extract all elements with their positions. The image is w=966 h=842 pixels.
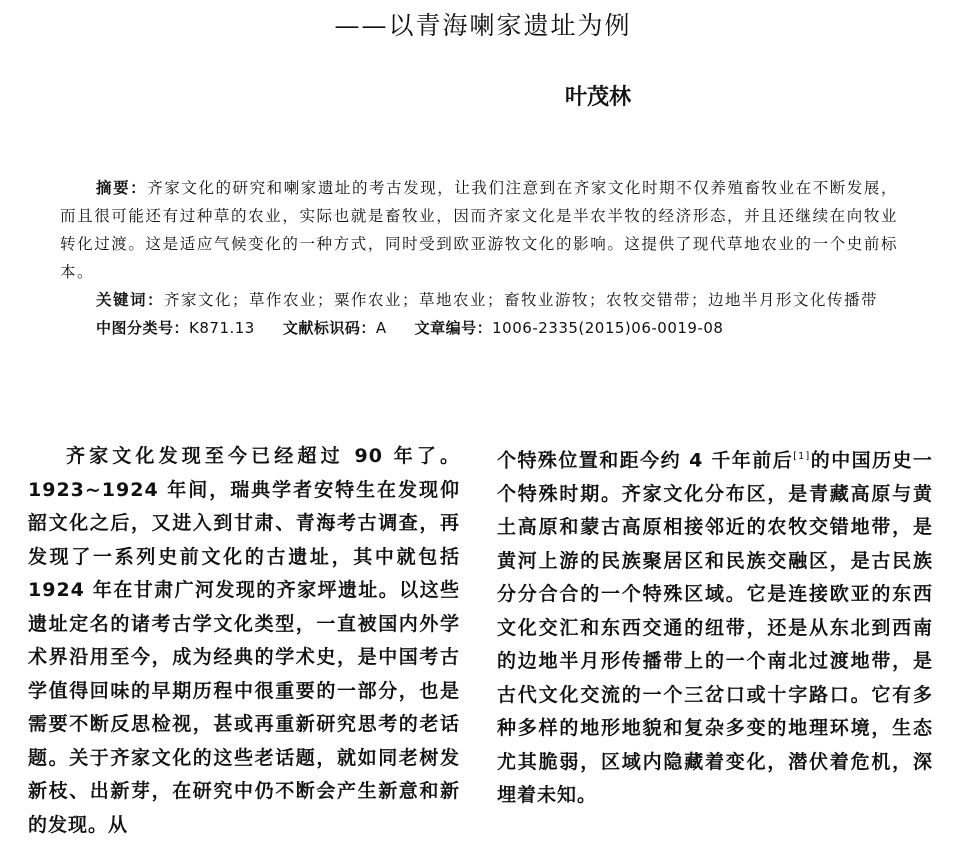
body-paragraph-right [497, 440, 933, 813]
abstract-text: 齐家文化的研究和喇家遗址的考古发现，让我们注意到在齐家文化时期不仅养殖畜牧业在不断发展，而且很可能还有过种草的农业，实际也就是畜牧业，因而齐家文化是半农半牧的经济形态，并且还继续在向牧业转化过渡。这是适应气候变化的一种方式，同时受到欧亚游牧文化的影响。这提供了现代草地农业的一个史前标本。 [60, 179, 898, 281]
body-text-after-ref: 的中国历史一个特殊时期。齐家文化分布区，是青藏高原与黄土高原和蒙古高原相接邻近的农牧交错地带，是黄河上游的民族聚居区和民族交融区，是古民族分分合合的一个特殊区域。它是连接欧亚的东西文化交汇和东西交通的纽带，还是从东北到西南的边地半月形传播带上的一个南北过渡地带，是古代文化交流的一个三岔口或十字路口。它有多种多样的地形地貌和复杂多变的地理环境，生态尤其脆弱，区域内隐藏着变化，潜伏着危机，深埋着未知。 [497, 449, 933, 807]
clc-label: 中图分类号： [96, 319, 190, 337]
keywords-label: 关键词： [96, 291, 165, 309]
body-text-before-ref: 个特殊位置和距今约 4 千年前后 [497, 449, 794, 472]
body-column-left [28, 440, 460, 842]
article-subtitle: ——以青海喇家遗址为例 [334, 11, 632, 40]
abstract-label: 摘要： [96, 179, 148, 197]
doc-code-label: 文献标识码： [282, 319, 376, 337]
body-column-right [497, 440, 933, 813]
article-number-label: 文章编号： [414, 319, 493, 337]
body-paragraph-left: 齐家文化发现至今已经超过 90 年了。1923~1924 年间，瑞典学者安特生在发现仰韶文化之后，又进入到甘肃、青海考古调查，再发现了一系列史前文化的古遗址，其中就包括 1924 年在甘肃广河发现的齐家坪遗址。以这些遗址定名的诸考古学文化类型，一直被国内外学术界沿用至今，成为经典的学术史，是中国考古学值得回味的早期历程中很重要的一部分，也是需要不断反思检视，甚或再重新研究思考的老话题。关于齐家文化的这些老话题，就如同老树发新枝、出新芽，在研究中仍不断会产生新意和新的发现。从 [28, 445, 460, 836]
clc-value: K871.13 [189, 319, 255, 337]
keywords-text: 齐家文化；草作农业；粟作农业；草地农业；畜牧业游牧；农牧交错带；边地半月形文化传播带 [164, 291, 879, 309]
doc-code-value: A [375, 319, 387, 337]
reference-mark[interactable]: [1] [793, 451, 811, 462]
author-name: 叶茂林 [564, 85, 631, 110]
keywords-line [60, 286, 898, 314]
abstract-section [60, 174, 898, 342]
classification-line [60, 314, 898, 342]
article-number-value: 1006-2335(2015)06-0019-08 [492, 319, 724, 337]
abstract-paragraph [60, 174, 898, 286]
